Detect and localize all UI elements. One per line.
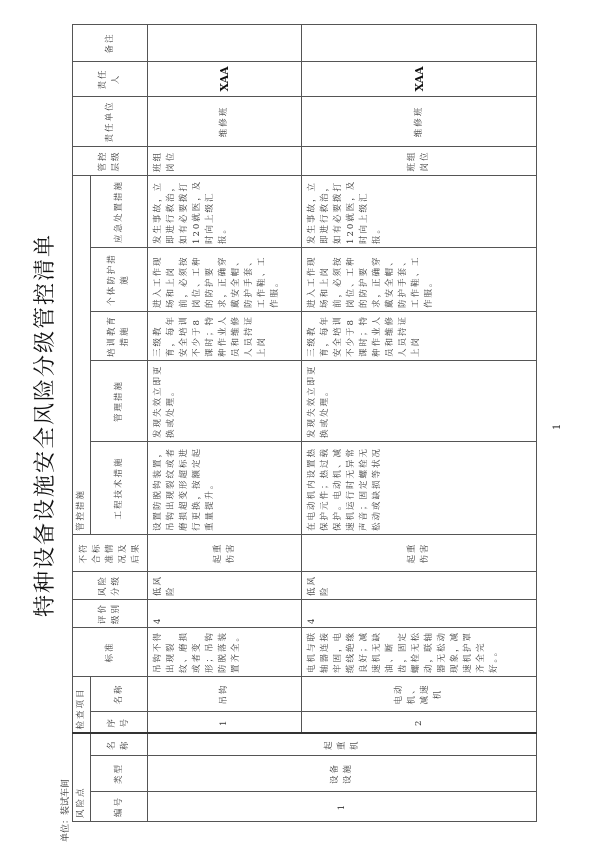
header-item-name: 名称 xyxy=(91,676,148,711)
row-consequence: 起重伤害 xyxy=(148,534,302,571)
header-name: 名称 xyxy=(91,733,148,755)
unit-label: 单位：装试车间 xyxy=(61,778,71,842)
row-resp-person: XAA xyxy=(148,61,302,96)
header-resp-person: 责任人 xyxy=(73,61,148,96)
row-item-name: 吊钩 xyxy=(148,676,302,711)
header-management: 管理措施 xyxy=(91,360,148,441)
risk-point-name: 起重机 xyxy=(148,733,537,755)
row-remark xyxy=(302,24,537,61)
header-risk-point: 风险点 xyxy=(73,733,91,821)
header-resp-unit: 责任单位 xyxy=(73,96,148,146)
row-seq: 1 xyxy=(148,711,302,733)
document-title: 特种设备设施安全风险分级管控清单 xyxy=(33,233,58,618)
row-control-level: 班组岗位 xyxy=(148,146,302,175)
header-check-item: 检查项目 xyxy=(73,676,91,733)
row-engineering: 设置防脱钩装置，吊钩出现裂纹或者磨损超变形超标进行更换，按额定起重量提升。 xyxy=(148,441,302,534)
row-resp-unit: 维修班 xyxy=(302,96,537,146)
header-training: 培训教育措施 xyxy=(91,311,148,360)
risk-control-table xyxy=(72,24,537,822)
page-number: 1 xyxy=(552,423,563,430)
header-code: 编号 xyxy=(91,792,148,822)
header-standard: 标准 xyxy=(73,627,148,676)
row-management: 发现失效立即更换或处理。 xyxy=(302,360,537,441)
header-seq: 序号 xyxy=(91,711,148,733)
table-row xyxy=(302,24,537,821)
header-type: 类型 xyxy=(91,756,148,792)
row-remark xyxy=(148,24,302,61)
header-remark: 备注 xyxy=(73,24,148,61)
header-engineering: 工程技术措施 xyxy=(91,441,148,534)
row-eval-level: 4 xyxy=(148,599,302,627)
header-risk-level: 风险分级 xyxy=(73,571,148,599)
row-standard: 吊钩不得出现裂纹、磨损或者变形；吊钩防脱落装置齐全。 xyxy=(148,627,302,676)
row-consequence: 起重伤害 xyxy=(302,534,537,571)
header-control-level: 管控层级 xyxy=(73,146,148,175)
row-risk-level: 低风险 xyxy=(148,571,302,599)
header-emergency: 应急处置措施 xyxy=(91,175,148,247)
header-consequence: 不符合标准情况及后果 xyxy=(73,534,148,571)
row-training: 三级教育，每年安全培训不少于8课时；特种作业人员和维修人员持证上岗 xyxy=(148,311,302,360)
row-standard: 电机与联轴器连接牢固，电缆线绝缘良好；减速机无缺油、断齿，固定螺栓无松动，联轴器无松动现象，减速机护罩齐全完好。。 xyxy=(302,627,537,676)
table-row xyxy=(148,24,302,821)
row-training: 三级教育，每年安全培训不少于8课时；特种作业人员和维修人员持证上岗 xyxy=(302,311,537,360)
row-ppe: 进入工作现场和上岗前，必须按岗位、工种的防护要求，正确穿戴安全帽、防护手套、工作鞋、工作服。 xyxy=(302,247,537,311)
row-emergency: 发生事故，立即进行救治，如有必要拨打120就医，及时向上级汇报。 xyxy=(148,175,302,247)
row-ppe: 进入工作现场和上岗前，必须按岗位、工种的防护要求，正确穿戴安全帽、防护手套、工作鞋、工作服。 xyxy=(148,247,302,311)
row-emergency: 发生事故，立即进行救治，如有必要拨打120就医，及时向上级汇报。 xyxy=(302,175,537,247)
row-engineering: 在电动机内设置热保护元件；热过载保护。电动机、减速机运行时无异常声音；固定螺栓无松动或缺损等状况 xyxy=(302,441,537,534)
row-management: 发现失效立即更换或处理。 xyxy=(148,360,302,441)
row-seq: 2 xyxy=(302,711,537,733)
row-risk-level: 低风险 xyxy=(302,571,537,599)
row-item-name: 电动机、减速机 xyxy=(302,676,537,711)
row-resp-person: XAA xyxy=(302,61,537,96)
header-ppe: 个体防护措施 xyxy=(91,247,148,311)
risk-point-code: 1 xyxy=(148,792,537,822)
row-eval-level: 4 xyxy=(302,599,537,627)
header-eval-level: 评价级别 xyxy=(73,599,148,627)
row-resp-unit: 维修班 xyxy=(148,96,302,146)
risk-point-type: 设备设施 xyxy=(148,756,537,792)
row-control-level: 班组岗位 xyxy=(302,146,537,175)
header-control-measures: 管控措施 xyxy=(73,175,91,534)
